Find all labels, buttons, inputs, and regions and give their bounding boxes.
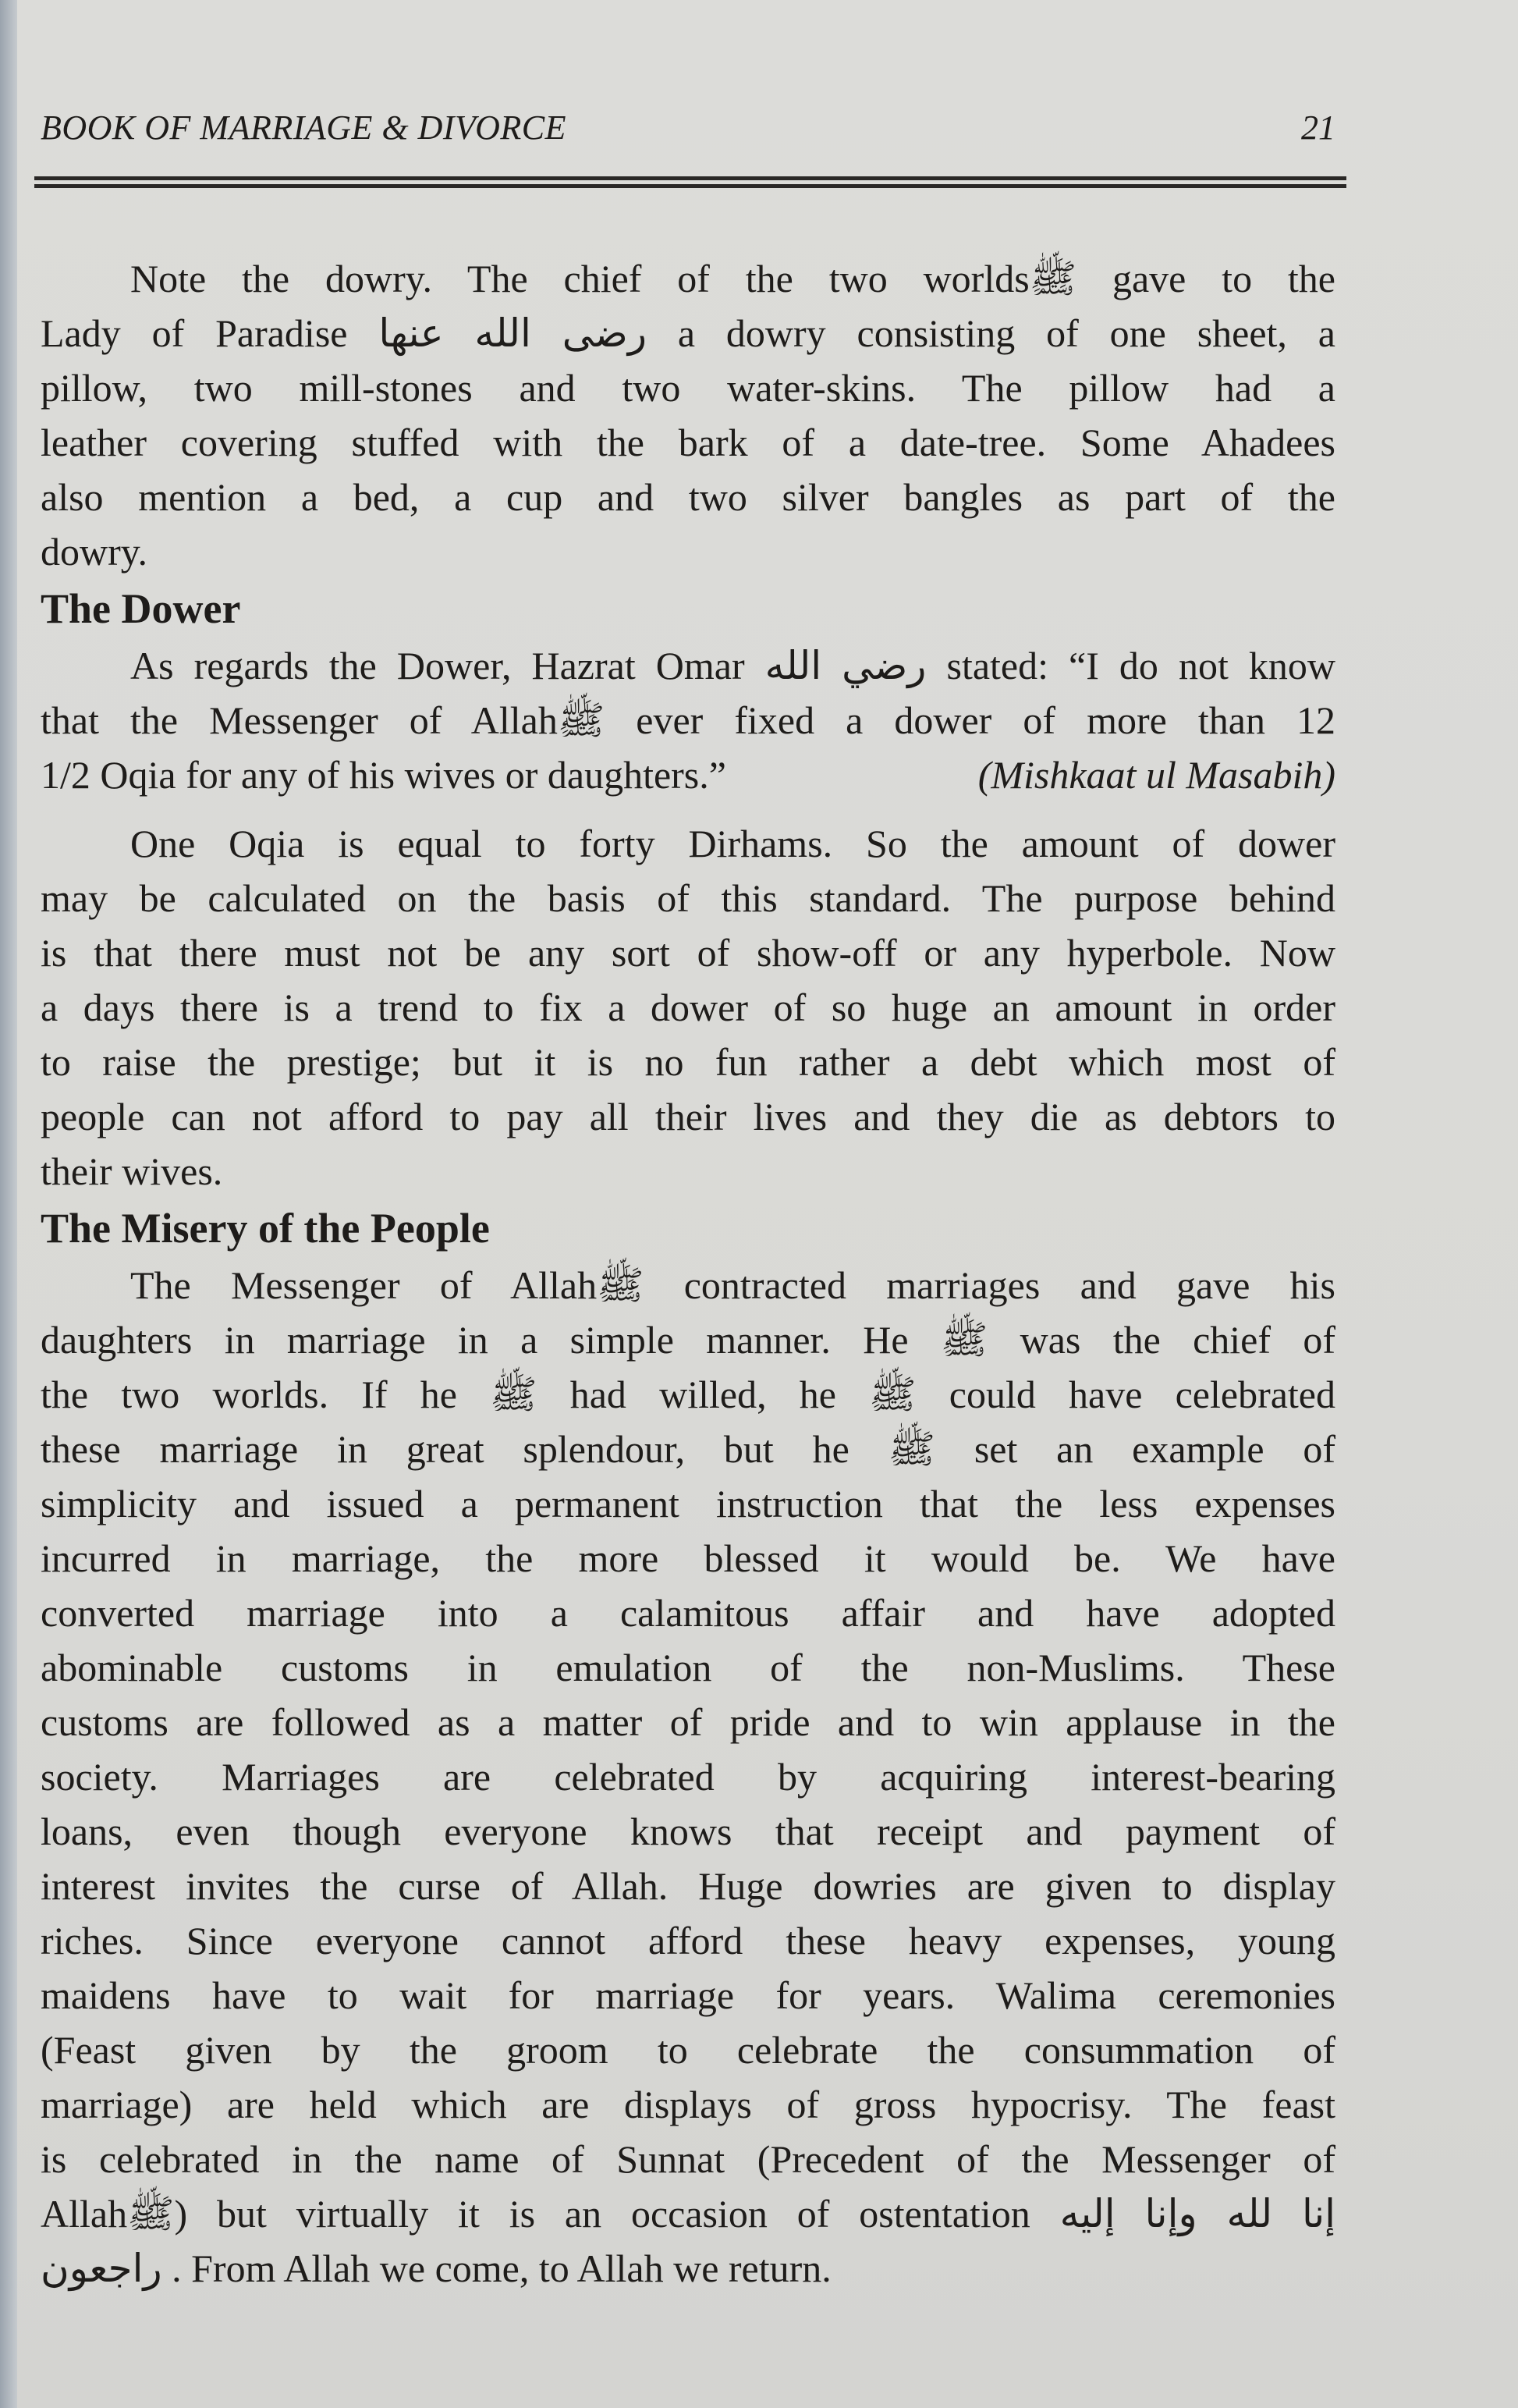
text-line: راجعون . From Allah we come, to Allah we return. (41, 2246, 832, 2290)
header-rule-top (34, 176, 1346, 180)
text-line: also mention a bed, a cup and two silver bangles as part of the (41, 475, 1335, 519)
page-binding-edge (0, 0, 17, 2408)
text-line: is celebrated in the name of Sunnat (Precedent of the Messenger of (41, 2137, 1335, 2181)
text-line: 1/2 Oqia for any of his wives or daughters.” (41, 753, 726, 797)
text-line: these marriage in great splendour, but he ﷺ set an example of (41, 1427, 1335, 1471)
text-line-with-citation (41, 748, 1335, 802)
text-line: that the Messenger of Allahﷺ ever fixed a dower of more than 12 (41, 698, 1335, 742)
text-line: pillow, two mill-stones and two water-skins. The pillow had a (41, 366, 1335, 410)
text-line: (Feast given by the groom to celebrate the consummation of (41, 2028, 1335, 2072)
section-heading-dower: The Dower (41, 585, 241, 632)
text-line: dowry. (41, 530, 148, 574)
text-line: converted marriage into a calamitous affair and have adopted (41, 1591, 1335, 1635)
text-line: simplicity and issued a permanent instruction that the less expenses (41, 1482, 1335, 1525)
paragraph-dower-quote (41, 638, 1335, 802)
text-line: Allahﷺ) but virtually it is an occasion of ostentation إنا لله وإنا إليه (41, 2192, 1336, 2236)
text-line: may be calculated on the basis of this standard. The purpose behind (41, 876, 1335, 920)
text-line: the two worlds. If he ﷺ had willed, he ﷺ could have celebrated (41, 1373, 1335, 1416)
text-line: Note the dowry. The chief of the two worldsﷺ gave to the (130, 257, 1335, 300)
text-line: interest invites the curse of Allah. Huge dowries are given to display (41, 1864, 1335, 1908)
text-line: riches. Since everyone cannot afford these heavy expenses, young (41, 1919, 1335, 1962)
text-line: loans, even though everyone knows that receipt and payment of (41, 1810, 1335, 1853)
text-line: As regards the Dower, Hazrat Omar رضي الله stated: “I do not know (130, 644, 1335, 687)
text-line: maidens have to wait for marriage for years. Walima ceremonies (41, 1973, 1335, 2017)
text-line: Lady of Paradise رضى الله عنها a dowry consisting of one sheet, a (41, 311, 1335, 355)
text-line: daughters in marriage in a simple manner. He ﷺ was the chief of (41, 1318, 1335, 1362)
text-line: leather covering stuffed with the bark of a date-tree. Some Ahadees (41, 421, 1335, 464)
paragraph-misery (41, 1258, 1335, 2296)
citation: (Mishkaat ul Masabih) (977, 753, 1335, 797)
paragraph-dowry (41, 251, 1335, 579)
text-line: a days there is a trend to fix a dower of so huge an amount in order (41, 986, 1335, 1029)
text-line: customs are followed as a matter of pride and to win applause in the (41, 1700, 1335, 1744)
page-body (41, 251, 1335, 2296)
section-heading-misery: The Misery of the People (41, 1205, 490, 1252)
text-line: their wives. (41, 1149, 223, 1193)
text-line: One Oqia is equal to forty Dirhams. So the amount of dower (130, 822, 1335, 865)
text-line: The Messenger of Allahﷺ contracted marriages and gave his (130, 1263, 1336, 1307)
text-line: to raise the prestige; but it is no fun rather a debt which most of (41, 1040, 1335, 1084)
page-number: 21 (1301, 108, 1335, 147)
running-title: BOOK OF MARRIAGE & DIVORCE (41, 108, 566, 147)
text-line: is that there must not be any sort of show-off or any hyperbole. Now (41, 931, 1335, 975)
paragraph-oqia (41, 816, 1335, 1199)
text-line: abominable customs in emulation of the non-Muslims. These (41, 1646, 1335, 1689)
header-rule-bottom (34, 184, 1346, 188)
text-line: people can not afford to pay all their lives and they die as debtors to (41, 1095, 1335, 1138)
text-line: incurred in marriage, the more blessed it would be. We have (41, 1536, 1335, 1580)
text-line: marriage) are held which are displays of gross hypocrisy. The feast (41, 2083, 1335, 2126)
text-line: society. Marriages are celebrated by acquiring interest-bearing (41, 1755, 1335, 1799)
